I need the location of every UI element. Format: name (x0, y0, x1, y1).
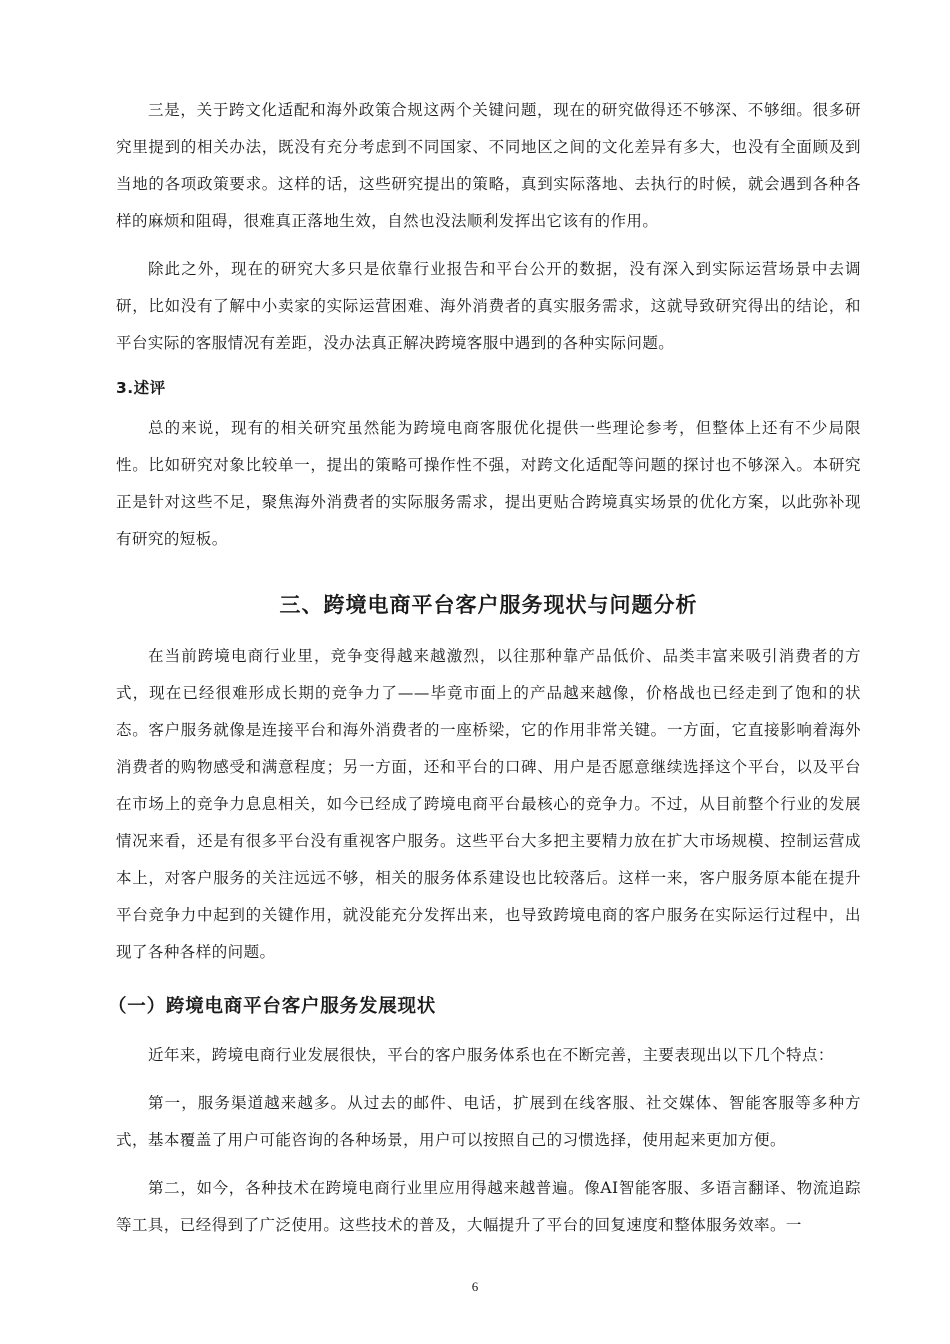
paragraph-cross-cultural-gap: 三是，关于跨文化适配和海外政策合规这两个关键问题，现在的研究做得还不够深、不够细。很多研究里提到的相关办法，既没有充分考虑到不同国家、不同地区之间的文化差异有多大，也没有全面顾及到当地的各项政策要求。这样的话，这些研究提出的策略，真到实际落地、去执行的时候，就会遇到各种各样的麻烦和阻碍，很难真正落地生效，自然也没法顺利发挥出它该有的作用。 (116, 101, 861, 230)
document-body (108, 92, 861, 1244)
review-heading: 3.述评 (116, 379, 166, 397)
paragraph-first-feature: 第一，服务渠道越来越多。从过去的邮件、电话，扩展到在线客服、社交媒体、智能客服等多种方式，基本覆盖了用户可能咨询的各种场景，用户可以按照自己的习惯选择，使用起来更加方便。 (116, 1094, 861, 1149)
subsection-title: （一）跨境电商平台客户服务发展现状 (108, 996, 437, 1017)
section-title: 三、跨境电商平台客户服务现状与问题分析 (279, 593, 698, 617)
page-number: 6 (471, 1279, 479, 1294)
paragraph-data-source-gap: 除此之外，现在的研究大多只是依靠行业报告和平台公开的数据，没有深入到实际运营场景中去调研，比如没有了解中小卖家的实际运营困难、海外消费者的真实服务需求，这就导致研究得出的结论，和平台实际的客服情况有差距，没办法真正解决跨境客服中遇到的各种实际问题。 (116, 260, 861, 352)
paragraph-industry-context: 在当前跨境电商行业里，竞争变得越来越激烈，以往那种靠产品低价、品类丰富来吸引消费者的方式，现在已经很难形成长期的竞争力了——毕竟市面上的产品越来越像，价格战也已经走到了饱和的状态。客户服务就像是连接平台和海外消费者的一座桥梁，它的作用非常关键。一方面，它直接影响着海外消费者的购物感受和满意程度；另一方面，还和平台的口碑、用户是否愿意继续选择这个平台，以及平台在市场上的竞争力息息相关，如今已经成了跨境电商平台最核心的竞争力。不过，从目前整个行业的发展情况来看，还是有很多平台没有重视客户服务。这些平台大多把主要精力放在扩大市场规模、控制运营成本上，对客户服务的关注远远不够，相关的服务体系建设也比较落后。这样一来，客户服务原本能在提升平台竞争力中起到的关键作用，就没能充分发挥出来，也导致跨境电商的客户服务在实际运行过程中，出现了各种各样的问题。 (116, 647, 861, 961)
paragraph-review-summary: 总的来说，现有的相关研究虽然能为跨境电商客服优化提供一些理论参考，但整体上还有不少局限性。比如研究对象比较单一，提出的策略可操作性不强，对跨文化适配等问题的探讨也不够深入。本研究正是针对这些不足，聚焦海外消费者的实际服务需求，提出更贴合跨境真实场景的优化方案，以此弥补现有研究的短板。 (116, 419, 861, 548)
paragraph-development-intro: 近年来，跨境电商行业发展很快，平台的客户服务体系也在不断完善，主要表现出以下几个特点： (148, 1046, 834, 1064)
paragraph-second-feature: 第二，如今，各种技术在跨境电商行业里应用得越来越普遍。像AI智能客服、多语言翻译、物流追踪等工具，已经得到了广泛使用。这些技术的普及，大幅提升了平台的回复速度和整体服务效率。一 (116, 1179, 861, 1234)
